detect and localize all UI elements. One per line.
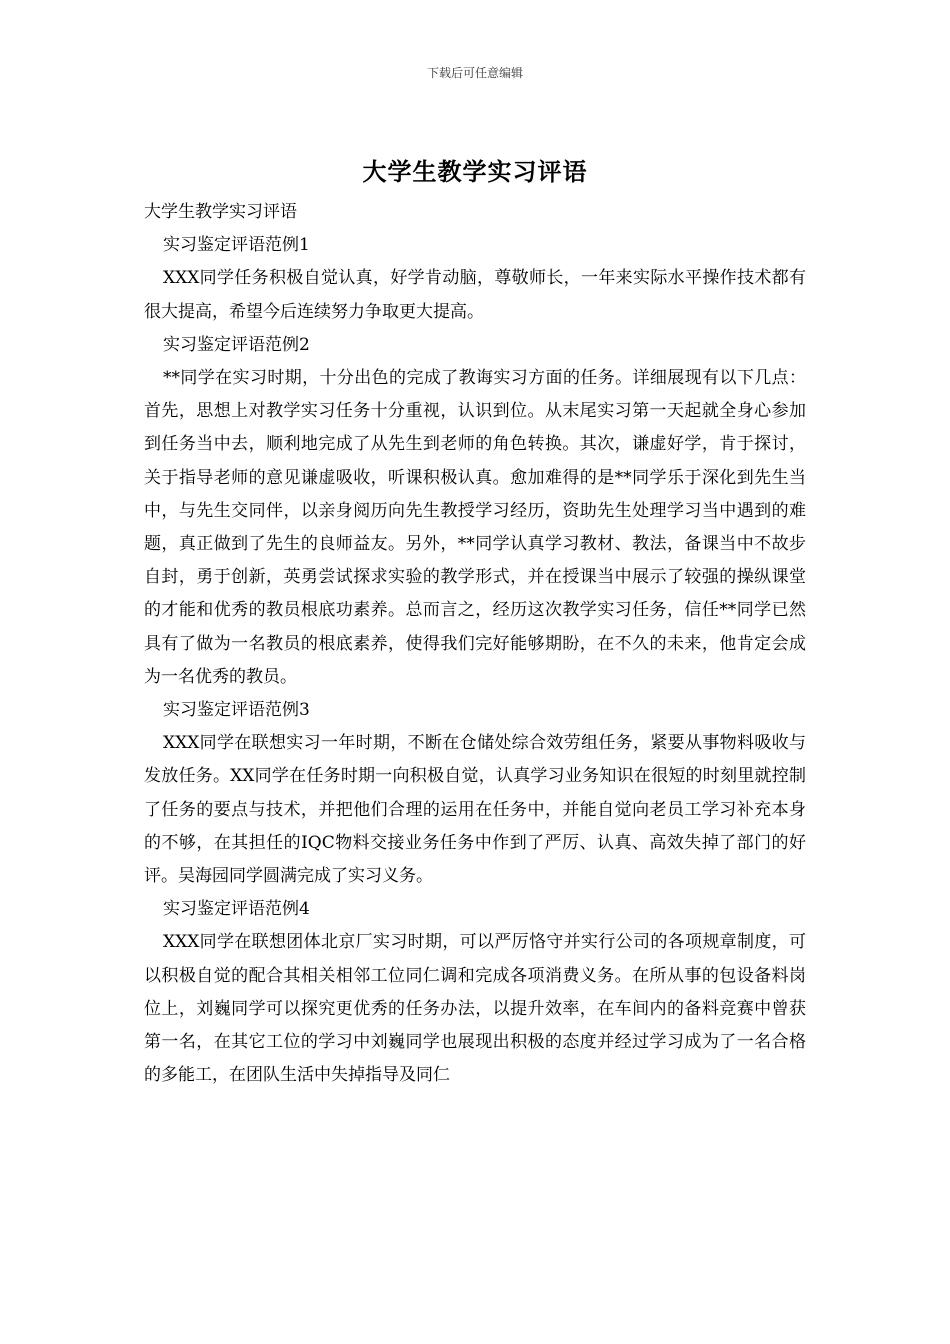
section-heading-2: 实习鉴定评语范例2 xyxy=(163,334,310,355)
subtitle-paragraph: 大学生教学实习评语 xyxy=(144,202,297,222)
document-body xyxy=(144,196,806,1092)
document-title: 大学生教学实习评语 xyxy=(362,157,588,186)
section-heading-1: 实习鉴定评语范例1 xyxy=(163,235,310,256)
body-paragraph-4: XXX同学在联想团体北京厂实习时期，可以严厉恪守并实行公司的各项规章制度，可以积极自觉的配合其相关相邻工位同仁调和完成各项消费义务。在所从事的包设备料岗位上，刘巍同学可以探究更优秀的任务办法，以提升效率，在车间内的备料竞赛中曾获第一名，在其它工位的学习中刘巍同学也展现出积极的态度并经过学习成为了一名合格的多能工，在团队生活中失掉指导及同仁 xyxy=(144,932,806,1086)
section-heading-4: 实习鉴定评语范例4 xyxy=(163,899,310,920)
section-heading-3: 实习鉴定评语范例3 xyxy=(163,700,310,721)
body-paragraph-1: XXX同学任务积极自觉认真，好学肯动脑，尊敬师长，一年来实际水平操作技术都有很大提高，希望今后连续努力争取更大提高。 xyxy=(144,268,806,322)
body-paragraph-3: XXX同学在联想实习一年时期，不断在仓储处综合效劳组任务，紧要从事物料吸收与发放任务。XX同学在任务时期一向积极自觉，认真学习业务知识在很短的时刻里就控制 了任务的要点与技术，并把他们合理的运用在任务中，并能自觉向老员工学习补充本身的不够，在其担任的IQC物料交接业务任务中作到了严厉、认真、高效失掉了部门的好评。吴海园同学圆满完成了实习义务。 xyxy=(144,733,806,887)
header-note: 下载后可任意编辑 xyxy=(426,66,523,80)
body-paragraph-2: **同学在实习时期，十分出色的完成了教诲实习方面的任务。详细展现有以下几点：首先，思想上对教学实习任务十分重视，认识到位。从末尾实习第一天起就全身心参加到任务当中去，顺利地完成了从先生到老师的角色转换。其次，谦虚好学，肯于探讨，关于指导老师的意见谦虚吸收，听课积极认真。愈加难得的是**同学乐于深化到先生当中，与先生交同伴，以亲身阅历向先生教授学习经历，资助先生处理学习当中遇到的难题，真正做到了先生的良师益友。另外，**同学认真学习教材、教法，备课当中不故步自封，勇于创新，英勇尝试探求实验的教学形式，并在授课当中展示了较强的操纵课堂的才能和优秀的教员根底功素养。总而言之，经历这次教学实习任务，信任**同学已然具有了做为一名教员的根底素养，使得我们完好能够期盼，在不久的未来，他肯定会成为一名优秀的教员。 xyxy=(144,368,806,687)
